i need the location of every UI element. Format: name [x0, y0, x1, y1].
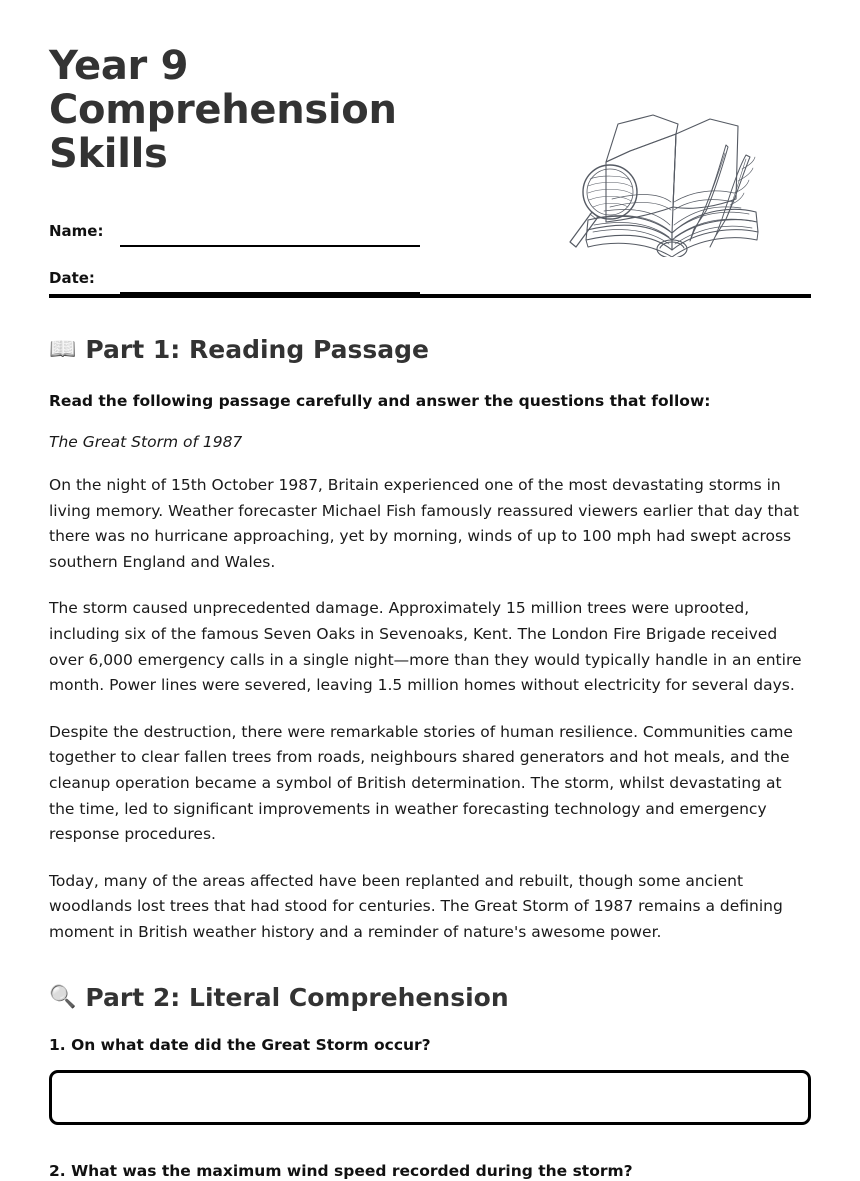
- name-label: Name:: [49, 222, 104, 240]
- open-book-magnifier-quill-illustration: [560, 107, 775, 257]
- passage-paragraph: Despite the destruction, there were remarkable stories of human resilience. Communities came together to clear fallen trees from roads, neighbours shared generators and hot meals, and the cleanup operation became a symbol of British determination. The storm, whilst devastating at the time, led to significant improvements in weather forecasting technology and emergency response procedures.: [49, 722, 793, 844]
- passage-paragraph: The storm caused unprecedented damage. Approximately 15 million trees were uprooted, including six of the famous Seven Oaks in Sevenoaks, Kent. The London Fire Brigade received over 6,000 emergency calls in a single night—more than they would typically handle in an entire month. Power lines were severed, leaving 1.5 million homes without electricity for several days.: [49, 599, 802, 695]
- passage-paragraph: Today, many of the areas affected have been replanted and rebuilt, though some ancient woodlands lost trees that had stood for centuries. The Great Storm of 1987 remains a defining moment in British weather history and a reminder of nature's awesome power.: [49, 871, 783, 941]
- passage-title: The Great Storm of 1987: [49, 433, 243, 451]
- answer-box[interactable]: [49, 1070, 811, 1125]
- magnifying-glass-icon: 🔍: [49, 984, 77, 1010]
- date-input-line[interactable]: [120, 292, 420, 294]
- worksheet-header: [49, 0, 811, 294]
- reading-instruction: Read the following passage carefully and answer the questions that follow:: [49, 392, 711, 410]
- section-heading-part1-label: Part 1: Reading Passage: [85, 335, 429, 364]
- date-field-row: [49, 257, 811, 294]
- name-input-line[interactable]: [120, 245, 420, 247]
- question-text: 1. On what date did the Great Storm occur?: [49, 1035, 431, 1054]
- question-text: 2. What was the maximum wind speed recorded during the storm?: [49, 1161, 633, 1180]
- section-heading-part1: [49, 298, 811, 365]
- page-title: Year 9 Comprehension Skills: [49, 43, 397, 177]
- passage-paragraph: On the night of 15th October 1987, Britain experienced one of the most devastating storms in living memory. Weather forecaster Michael Fish famously reassured viewers earlier that day that there was no hurricane approaching, yet by morning, winds of up to 100 mph had swept across southern England and Wales.: [49, 476, 800, 571]
- open-book-icon: 📖: [49, 337, 77, 362]
- section-heading-part2-label: Part 2: Literal Comprehension: [85, 982, 509, 1012]
- date-label: Date:: [49, 269, 95, 287]
- spacer: [49, 1125, 811, 1139]
- section-heading-part2: [49, 946, 811, 1013]
